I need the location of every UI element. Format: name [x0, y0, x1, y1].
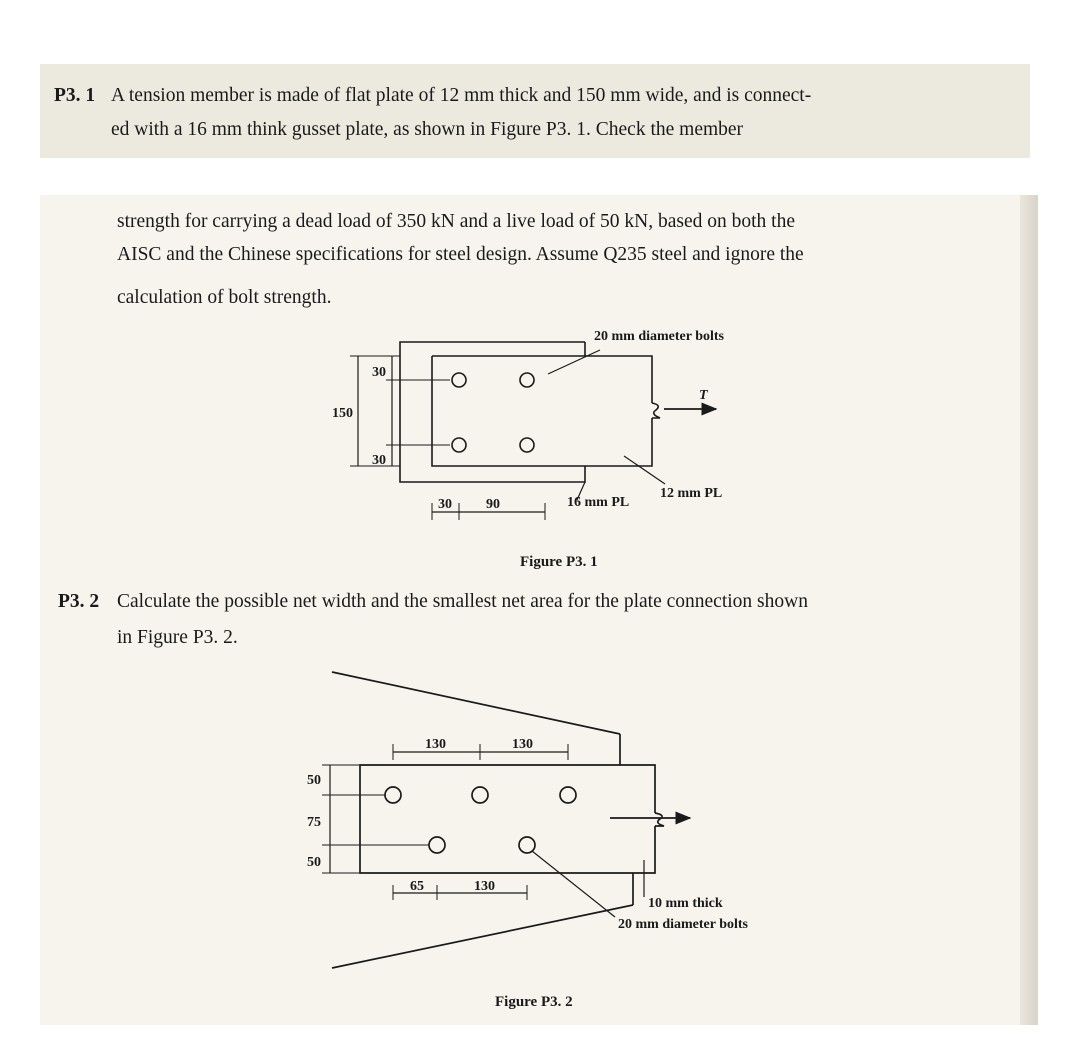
dim-top-b: 130 [512, 737, 533, 752]
label-bolts-p3-1: 20 mm diameter bolts [594, 329, 724, 344]
main-plate [360, 765, 655, 873]
bolt-hole [519, 837, 535, 853]
plate-leader [624, 456, 665, 484]
problem-text-line: AISC and the Chinese specifications for steel design. Assume Q235 steel and ignore the [117, 244, 804, 265]
dim-bottom-edge: 30 [372, 453, 386, 468]
break-symbol [655, 813, 664, 826]
label-force: T [699, 388, 708, 403]
bolt-hole [385, 787, 401, 803]
break-symbol [652, 403, 660, 418]
dim-bottom-a: 65 [410, 879, 424, 894]
bolt-hole [560, 787, 576, 803]
problem-text-line: ed with a 16 mm think gusset plate, as shown in Figure P3. 1. Check the member [111, 119, 744, 140]
problem-text-line: calculation of bolt strength. [117, 287, 332, 308]
dim-top-edge: 30 [372, 365, 386, 380]
bolt-hole [520, 438, 534, 452]
figure-caption-p3-1: Figure P3. 1 [520, 554, 598, 570]
dim-bottom-b: 130 [474, 879, 495, 894]
dim-width: 150 [332, 406, 353, 421]
dim-left-c: 50 [307, 855, 321, 870]
problem-text-line: A tension member is made of flat plate of 12 mm thick and 150 mm wide, and is connect- [111, 85, 812, 106]
gusset-plate [400, 342, 585, 482]
dim-pitch: 90 [486, 497, 500, 512]
label-bolts-p3-2: 20 mm diameter bolts [618, 917, 748, 932]
problem-number-p3-2: P3. 2 [58, 591, 100, 612]
bolt-hole [520, 373, 534, 387]
bolts-leader [548, 350, 600, 374]
dim-end: 30 [438, 497, 452, 512]
dim-left-b: 75 [307, 815, 321, 830]
gusset-upper-edge [332, 672, 620, 734]
problem-text-line: Calculate the possible net width and the smallest net area for the plate connection shown [117, 591, 808, 612]
figure-caption-p3-2: Figure P3. 2 [495, 994, 573, 1010]
bolt-hole [472, 787, 488, 803]
gusset-lower-edge [332, 905, 633, 968]
bolt-hole [429, 837, 445, 853]
bolts-leader [532, 851, 615, 917]
problem-text-line: strength for carrying a dead load of 350 kN and a live load of 50 kN, based on both the [117, 211, 795, 232]
dim-left-a: 50 [307, 773, 321, 788]
label-plate: 12 mm PL [660, 486, 723, 501]
dim-top-a: 130 [425, 737, 446, 752]
problem-text-line: in Figure P3. 2. [117, 627, 238, 648]
tension-plate [432, 356, 652, 403]
bolt-hole [452, 373, 466, 387]
bolt-hole [452, 438, 466, 452]
label-thickness: 10 mm thick [648, 896, 723, 911]
problem-number-p3-1: P3. 1 [54, 85, 96, 106]
label-gusset: 16 mm PL [567, 495, 630, 510]
